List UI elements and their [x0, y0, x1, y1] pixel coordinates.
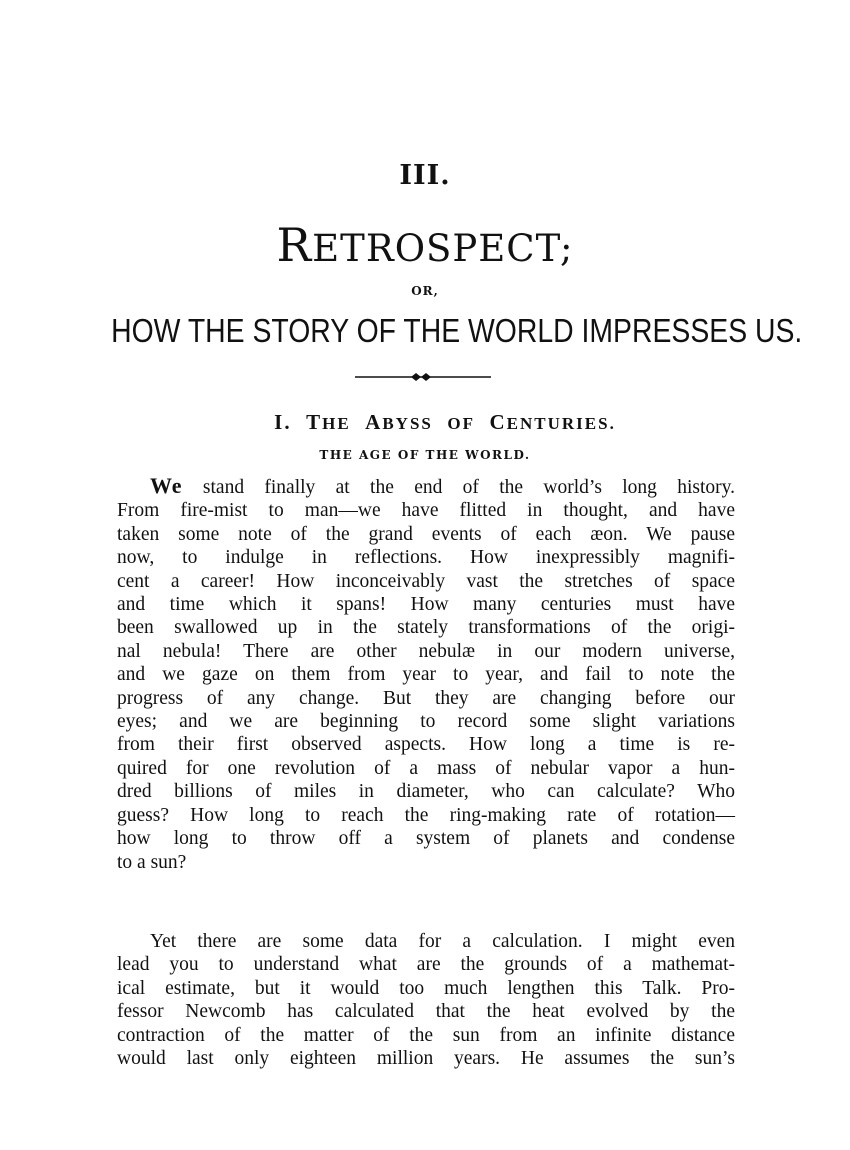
heading-word-3: OF	[447, 414, 475, 433]
text-line: now, to indulge in reflections. How inexpressibly magnifi-	[117, 547, 735, 569]
ornament-divider-icon	[355, 369, 491, 385]
text-line: quired for one revolution of a mass of nebular vapor a hun-	[117, 757, 735, 779]
text-line: eyes; and we are beginning to record some slight variations	[117, 711, 735, 733]
chapter-subtitle: HOW THE STORY OF THE WORLD IMPRESSES US.	[111, 312, 803, 349]
chapter-title-initial: R	[276, 218, 313, 272]
text-line: and time which it spans! How many centuries must have	[117, 594, 735, 616]
text-line: Yet there are some data for a calculation. I might even	[150, 931, 735, 952]
text-line: to a sun?	[117, 851, 187, 873]
chapter-title-rest: ETROSPECT	[312, 227, 560, 270]
text-line: been swallowed up in the stately transformations of the origi-	[117, 617, 735, 639]
text-line: guess? How long to reach the ring-making rate of rotation—	[117, 804, 735, 826]
section-number: I.	[274, 410, 292, 434]
heading-word-2: ABYSS	[365, 410, 433, 434]
text-line: fessor Newcomb has calculated that the heat evolved by the	[117, 1001, 735, 1023]
text-line: and we gaze on them from year to year, and fail to note the	[117, 664, 735, 686]
section-heading	[40, 410, 850, 435]
text-line: dred billions of miles in diameter, who can calculate? Who	[117, 781, 735, 803]
chapter-number: III.	[399, 160, 451, 191]
text-line: taken some note of the grand events of each æon. We pause	[117, 523, 735, 545]
chapter-title	[0, 218, 850, 272]
paragraph-2	[117, 930, 735, 1070]
text-line: nal nebula! There are other nebulæ in our modern universe,	[117, 640, 735, 662]
text-line: progress of any change. But they are changing before our	[117, 687, 735, 709]
text-line: We stand finally at the end of the world’s long history.	[150, 473, 736, 498]
heading-word-1: THE	[306, 410, 351, 434]
text-line: lead you to understand what are the grounds of a mathemat-	[117, 954, 735, 976]
text-line: cent a career! How inconceivably vast the stretches of space	[117, 570, 735, 592]
chapter-title-punctuation: ;	[559, 227, 574, 270]
paragraph-1	[117, 474, 735, 874]
section-subheading: THE AGE OF THE WORLD.	[319, 448, 531, 462]
or-connector: OR,	[411, 284, 439, 298]
text-line: contraction of the matter of the sun from an infinite distance	[117, 1024, 735, 1046]
paragraph-first-word: We	[150, 473, 183, 498]
text-line: ical estimate, but it would too much lengthen this Talk. Pro-	[117, 977, 735, 999]
text-line: from their first observed aspects. How long a time is re-	[117, 734, 735, 756]
heading-word-4: CENTURIES.	[489, 410, 616, 434]
text-line: would last only eighteen million years. He assumes the sun’s	[117, 1048, 735, 1070]
text-line: how long to throw off a system of planets and condense	[117, 828, 735, 850]
text-line: From fire-mist to man—we have flitted in thought, and have	[117, 500, 735, 522]
